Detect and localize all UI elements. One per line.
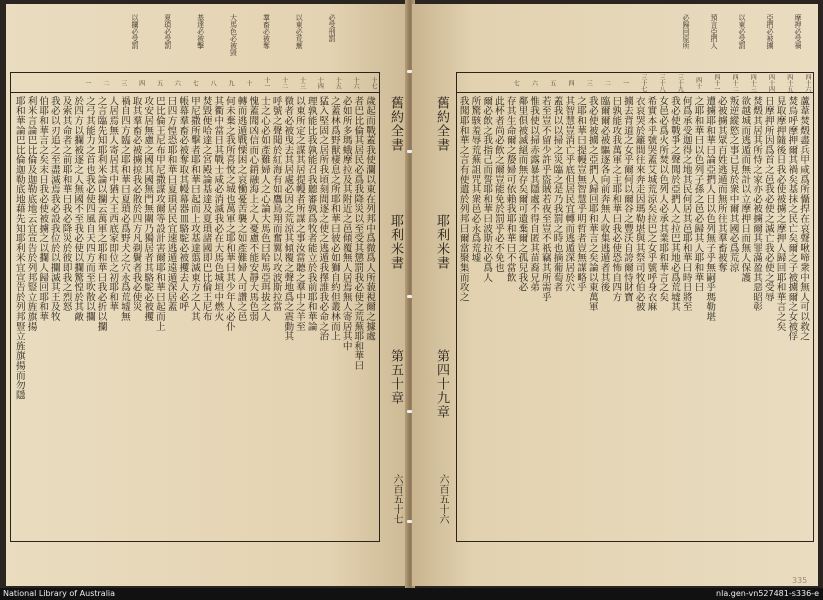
text-column: 蘆葦焚燬盡兵甲咸爲所懾捍在哀聲啾啼衆中無人可以救之 — [798, 96, 809, 341]
library-credit: National Library of Australia — [3, 589, 116, 598]
verse-number: 十五 — [334, 77, 342, 89]
verse-number: 一 — [84, 80, 91, 86]
verse-number: 四十六 — [804, 74, 811, 92]
text-column: 呼號之聲聞於紅海有如鷹鳥翔而奮翼以攻波斯拉當 — [270, 96, 282, 312]
side-note: 大馬色必被毀 — [229, 14, 238, 56]
text-column: 焚烏呼摩押爾其禍矣基抹之民亡矣爾之子被擄爾之女被俘 — [786, 96, 798, 341]
text-column: 其衢中當日其戰士咸必消滅我必在大馬色城垣中燃火 — [212, 96, 224, 322]
verse-number: 五 — [155, 80, 163, 86]
side-note: 摩押必受禍 — [794, 14, 802, 49]
text-column: 人居焉無人寄居其中猶大王西底家即位之初耶和華 — [107, 96, 119, 312]
text-column: 希實本乎號哭蓋艾城荒涼矣拉巴之女乎號呼身衣麻 — [645, 96, 657, 312]
text-column: 利米言論巴比倫及迦勒底地云宜宣告於列邦豎立旌旗揚 — [25, 96, 37, 332]
verse-number: 十一 — [262, 77, 270, 89]
left-chapter-marker: 第五十章 — [388, 349, 403, 405]
text-column: 臨爾爾必被驅逐各向前奔無人收集逃遁者其後 — [598, 96, 610, 292]
text-column: 衣哀哭於籬間往來奔走因瑪勒堪與其祭司牧伯必被 — [633, 96, 645, 312]
text-column: 微者必被曳去其居處必因之荒涼其傾覆之聲地爲之震動其 — [282, 96, 294, 341]
text-column: 之耶和華曰以色列子孫之邑必歸其人耶和華曰 — [692, 96, 704, 292]
verse-number: 四十 — [694, 77, 702, 89]
verse-number: 三 — [119, 80, 127, 86]
side-note: 以東必荒蕪 — [295, 14, 304, 49]
text-column: 曰孰能攻我萬軍之主耶和華曰我必使恐怖自四方 — [610, 96, 622, 302]
text-column: 我必以刃追之至盡滅焉我必設我位於以攔滅其王及牧 — [49, 96, 60, 322]
left-verse-numbers — [74, 74, 378, 92]
text-column: 欲越城而逃遁而無計以立摩押日而無人保護 — [739, 96, 751, 283]
verse-number: 四十五 — [785, 74, 793, 92]
text-column: 帳幕羣畜必被奪取其幔幕器皿駱駝必被攫去人必呼 — [177, 96, 189, 312]
side-note: 必歸回原所 — [682, 14, 690, 49]
verse-number: 四 — [566, 80, 574, 86]
verse-number: 二 — [603, 80, 611, 86]
verse-number: 十二 — [280, 77, 288, 89]
text-column: 之言臨先知耶利米論以攔云萬軍之耶和華曰我必折以攔 — [95, 96, 107, 332]
text-column: 其智慧豈消亡乎底但居民宜轉而逃遁深居於穴 — [563, 96, 575, 292]
text-column: 者巴比倫其居民必爲我降災以至受其懲罰我必使之荒蕪耶和華曰 — [352, 96, 364, 371]
verse-number: 六 — [173, 80, 181, 86]
text-column: 我必使被擄之亞捫人歸回耶和華言之矣論以東萬軍 — [587, 96, 598, 312]
side-note: 羣畜必被奪 — [262, 14, 271, 49]
pencil-page-mark: 335 — [792, 576, 808, 585]
verse-number: 八 — [209, 80, 217, 86]
text-column: 焚燬其居其所恃之家亦必被擄爾其罪滿盈其惡昭彰 — [751, 96, 763, 312]
text-column: 歲起而戰蓋我使瀾以東在列邦中爲微爲人所藐視爾之據處 — [364, 96, 375, 341]
text-column: 叛逆縱慾之事已見於衆中爾其國必爲荒涼 — [727, 96, 739, 273]
verse-number: 十七 — [370, 77, 377, 89]
right-verse-rule — [456, 92, 814, 93]
right-book-name: 耶利米書 — [434, 214, 449, 270]
verse-number: 四十二 — [731, 74, 739, 92]
left-page — [6, 4, 408, 586]
text-column: 必被擄其眾百姓逃遁而無所往其羣畜被奪 — [716, 96, 727, 273]
side-note: 預言亞捫人 — [710, 14, 718, 49]
left-book-title: 舊約全書 — [388, 96, 403, 152]
verse-number: 十 — [244, 80, 252, 86]
text-column: 何爲承受迦得之地其民何居其邑耶和華曰時日將至 — [680, 96, 692, 312]
verse-number: 四十一 — [712, 74, 720, 92]
side-note: 以攔必受罰 — [130, 14, 139, 49]
right-side-notes — [662, 14, 802, 72]
text-column: 見取摩押隨後日我必使被擄之摩押人歸回耶和華言之矣 — [774, 96, 786, 332]
text-column: 此杯者尚必飲之爾豈能免於罰乎必不免也 — [493, 96, 504, 273]
text-column: 之弓其能力之首也我必使四風自天四方而至吹散以攔 — [84, 96, 95, 322]
verse-number: 四十三 — [749, 74, 757, 92]
text-column: 曰四方惶恐耶和華曰夏瑣居民宜速逃遁遠遁深居蓋 — [165, 96, 177, 312]
left-side-notes — [106, 14, 336, 72]
verse-number: 三十九 — [676, 74, 684, 92]
left-text-columns — [14, 96, 376, 536]
text-column: 蓋我以以掃之災臨之是乃我罰之時也摘葡萄者 — [551, 96, 563, 292]
text-column: 何未棄之我所喜悅之城也萬軍之耶和華曰其少年人必仆 — [224, 96, 235, 332]
left-page-number: 六百五十七 — [391, 474, 402, 524]
verse-number: 四 — [137, 80, 145, 86]
verse-number: 三 — [585, 80, 593, 86]
left-verse-rule — [10, 92, 380, 93]
side-note: 必受刑罰 — [328, 14, 336, 42]
text-column: 甲尼撒所擊者耶和華曰起而上攻基達翦滅東方之人其 — [189, 96, 200, 322]
text-column: 女邑必爲火所焚以色列人必承其業耶和華言之矣 — [657, 96, 669, 302]
text-column: 爾必飲之我指己而誓耶和華曰波斯拉必爲人 — [481, 96, 493, 283]
verse-number: 七 — [191, 80, 199, 86]
text-column: 之耶和華曰提幔豈無智慧乎明哲者豈無謀略乎 — [575, 96, 587, 292]
text-column: 猛入堅固之居所我頃刻間逐之使之逃遁我擇誰我必命之治 — [317, 96, 329, 341]
verse-number: 九 — [227, 80, 234, 86]
text-column: 耶和華論巴比倫迦勒底地藉先知耶利米宜宣告於列邦豎立旌旗揚而勿隱 — [14, 96, 25, 400]
text-column: 愧蓋聞凶信而心銷融海上之人憂慮不能安靜大馬色弱 — [247, 96, 259, 322]
text-column: 日摩押所因爲首之邑我必使之滅亡我必使之受辱 — [763, 96, 774, 302]
verse-number: 十三 — [298, 77, 306, 89]
right-book-title: 舊約全書 — [434, 96, 449, 152]
text-column: 及索其命者之前耶和華曰我必降災於彼即我之烈怒 — [60, 96, 72, 312]
text-column: 之蓋林爲野獸棲息之所耶和華曰彼必如獅自約但叢林而上 — [329, 96, 340, 341]
text-column: 轉而逃遁戰慄困之哀慟憂苦襲之如產難婦人可讚之邑 — [235, 96, 247, 322]
footer-bar — [0, 588, 823, 600]
right-page — [412, 4, 818, 586]
verse-number: 十六 — [352, 77, 360, 89]
verse-number: 六 — [530, 80, 538, 86]
text-column: 我聞耶和華之言有使遣於列邦曰爾當聚集而攻之 — [457, 96, 469, 302]
text-column: 理孰能比我孰能召我聽審孰爲牧者能立於我前耶和華論 — [305, 96, 317, 332]
text-column: 擄去背道之女乎爾何以爾谷之豐沃自誇爾恃財寶 — [622, 96, 633, 302]
verse-number: 三十八 — [658, 74, 666, 92]
verse-number: 二 — [101, 80, 109, 86]
verse-number: 一 — [621, 80, 629, 86]
verse-number: 十四 — [316, 77, 324, 89]
side-note: 夏瑣必受罰 — [163, 14, 172, 49]
side-note: 以東必受罰 — [738, 14, 746, 49]
scan-identifier: nla.gen-vn527481-s336-e — [716, 589, 819, 598]
right-verse-numbers — [502, 74, 812, 92]
text-column: 取其羣畜必被擄掠我必散於四方凡剃鬢者我必使災 — [130, 96, 142, 312]
text-column: 禍自四方臨之耶和華曰夏瑣必爲野犬之穴永爲荒墟無 — [119, 96, 130, 322]
side-note: 亞捫必被擄 — [766, 14, 774, 49]
text-column: 惟我使以掃赤露暴其隱處不得自匿其苗裔兄弟 — [528, 96, 540, 292]
right-page-number: 六百五十六 — [437, 474, 448, 524]
text-column: 於四方以攔被逐之人無國不至我必使以攔驚惶於其敵 — [72, 96, 84, 322]
right-text-columns — [458, 96, 810, 536]
text-column: 所驚駭羞辱荒蕪詛咒其衆邑必永爲荒墟 — [469, 96, 481, 263]
text-column: 伯耶和華言之矣末日我必使被擄之以攔人歸回耶和華 — [37, 96, 49, 322]
text-column: 存其生命爾之嫠婦可依賴我耶和華曰不當飲 — [504, 96, 516, 283]
text-column: 若至豈不留少許乎盜賊若夜至豈不祇竊其所需乎 — [540, 96, 551, 302]
text-column: 必如所多瑪蛾摩拉及其附近之邑傾覆無人居焉無人寄居其中 — [340, 96, 352, 351]
side-note: 基達必被擊 — [196, 14, 205, 49]
verse-number: 五 — [548, 80, 556, 86]
text-column: 巴比倫王尼布甲尼撒謀攻爾等設計害爾耶和華曰起而上 — [154, 96, 165, 332]
text-column: 以東所定之謀其居提幔者所謀之事汝當聽之羣中之羊至 — [294, 96, 305, 332]
verse-number: 四十四 — [767, 74, 775, 92]
text-column: 攻安居無慮之國其國無門無關乃獨居者其駱駝必被攫 — [142, 96, 154, 322]
text-column: 遭擄耶和華曰論亞捫人日以色列無子乎無嗣乎瑪勒堪 — [704, 96, 716, 322]
text-column: 我必使戰爭之聲聞於亞捫人之拉巴其地必爲荒墟其 — [669, 96, 680, 312]
right-chapter-marker: 第四十九章 — [434, 349, 449, 419]
text-column: 鄰里俱被滅絕而無存矣爾可遺棄爾之孤兒我必 — [516, 96, 528, 292]
verse-number: 七 — [512, 80, 520, 86]
verse-number: 三十七 — [639, 74, 647, 92]
text-column: 士之心必如產難婦人之心論大馬色曰哈馬亞珥拔之人 — [259, 96, 270, 322]
left-book-name: 耶利米書 — [388, 214, 403, 270]
text-column: 焚毀便哈達之宮殿論基達及夏瑣諸國即巴比倫王尼布 — [200, 96, 212, 322]
